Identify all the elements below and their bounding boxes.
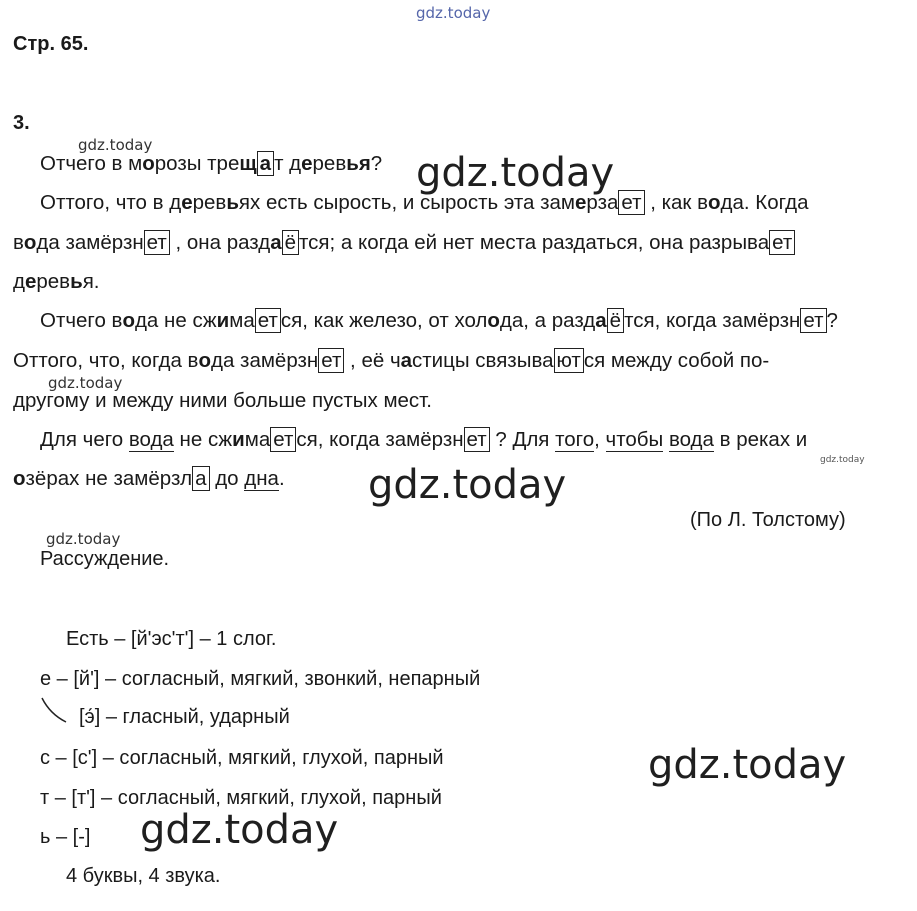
bold-letter: щ [239, 152, 257, 175]
phonetic-row: с – [с'] – согласный, мягкий, глухой, парный [40, 747, 444, 769]
text-segment: ? [370, 152, 383, 175]
text-segment: ? Для [489, 428, 556, 451]
text-line-9 [13, 469, 285, 490]
bold-letter: о [13, 467, 26, 490]
bold-letter: е [24, 270, 37, 293]
boxed-ending: ё [282, 230, 299, 255]
watermark: gdz.today [140, 807, 339, 853]
text-segment: тся, когда замёрзн [624, 309, 801, 332]
text-segment: Отчего в [40, 309, 123, 332]
text-segment: Отчего в м [40, 152, 143, 175]
bold-letter: о [122, 309, 135, 332]
text-segment: ях есть сырость, и сырость эта зам [238, 191, 575, 214]
boxed-ending: ет [769, 230, 795, 255]
boxed-ending: ет [618, 190, 644, 215]
text-segment: да, а разд [499, 309, 596, 332]
boxed-ending: ет [270, 427, 296, 452]
text-segment: , [594, 428, 606, 451]
bold-letter: о [23, 231, 37, 254]
underlined-word: вода [128, 428, 174, 451]
bold-letter: и [232, 428, 245, 451]
watermark: gdz.today [48, 374, 123, 392]
text-segment: рев [36, 270, 71, 293]
boxed-ending: а [192, 466, 209, 491]
text-line-6 [13, 351, 769, 372]
bold-letter: ья [346, 152, 371, 175]
text-segment: ся, когда замёрзн [296, 428, 464, 451]
text-segment: я. [82, 270, 100, 293]
bold-letter: о [198, 349, 211, 372]
text-segment: Оттого, что, когда в [13, 349, 199, 372]
text-line-4 [13, 272, 99, 293]
text-segment: д [13, 270, 25, 293]
bold-letter: е [575, 191, 587, 214]
watermark: gdz.today [78, 136, 153, 154]
text-segment: другому и между ними больше пустых мест. [13, 389, 432, 412]
phonetic-row: е – [й'] – согласный, мягкий, звонкий, непарный [40, 668, 481, 690]
boxed-ending: ют [554, 348, 584, 373]
watermark-top: gdz.today [416, 4, 491, 22]
bold-letter: е [301, 152, 313, 175]
text-line-1 [40, 154, 382, 175]
underlined-word: того [555, 428, 595, 451]
bold-letter: о [142, 152, 155, 175]
text-line-3 [13, 233, 795, 254]
text-segment: рев [192, 191, 227, 214]
boxed-ending: а [257, 151, 274, 176]
bold-letter: ь [70, 270, 83, 293]
text-segment: в [13, 231, 24, 254]
text-segment: не сж [173, 428, 233, 451]
underlined-word: вода [668, 428, 714, 451]
bold-letter: а [400, 349, 413, 372]
text-segment: в реках и [713, 428, 808, 451]
phonetic-row: т – [т'] – согласный, мягкий, глухой, парный [40, 787, 442, 809]
underlined-word: чтобы [605, 428, 664, 451]
text-segment: рев [312, 152, 347, 175]
text-segment: . [278, 467, 285, 490]
watermark: gdz.today [368, 462, 567, 508]
text-segment: ма [229, 309, 255, 332]
bold-letter: а [270, 231, 282, 254]
bold-letter: о [487, 309, 500, 332]
text-segment: рза [586, 191, 619, 214]
phonetic-word-line: Есть – [й'эс'т'] – 1 слог. [66, 628, 277, 650]
phonetic-summary: 4 буквы, 4 звука. [66, 865, 221, 887]
split-arc-icon [40, 696, 70, 726]
bold-letter: а [595, 309, 607, 332]
boxed-ending: ет [144, 230, 170, 255]
boxed-ending: ё [607, 308, 624, 333]
watermark: gdz.today [820, 455, 865, 465]
reasoning-label: Рассуждение. [40, 548, 170, 570]
text-line-7 [13, 391, 432, 412]
text-segment: Оттого, что в д [40, 191, 182, 214]
boxed-ending: ет [800, 308, 826, 333]
bold-letter: о [707, 191, 721, 214]
text-segment: до [209, 467, 245, 490]
phonetic-row: ь – [-] [40, 826, 91, 848]
text-segment: ся, как железо, от хол [280, 309, 488, 332]
text-segment: розы тре [154, 152, 240, 175]
text-segment: , как в [644, 191, 708, 214]
text-segment: Для чего [40, 428, 129, 451]
text-segment: , её ч [344, 349, 401, 372]
text-segment: стицы связыва [412, 349, 554, 372]
text-segment: , она разд [169, 231, 271, 254]
bold-letter: е [181, 191, 193, 214]
phonetic-row: [э́] – гласный, ударный [79, 706, 290, 728]
boxed-ending: ет [318, 348, 344, 373]
bold-letter: ь [226, 191, 239, 214]
underlined-word: дна [244, 467, 279, 490]
text-segment: т д [274, 152, 302, 175]
text-segment: да не сж [134, 309, 217, 332]
text-line-8 [40, 430, 807, 451]
text-segment: да. Когда [720, 191, 809, 214]
text-line-2 [40, 193, 809, 214]
text-segment: ся между собой по- [583, 349, 770, 372]
author-credit: (По Л. Толстому) [690, 509, 846, 531]
text-segment: да замёрзн [36, 231, 144, 254]
text-segment: зёрах не замёрзл [25, 467, 193, 490]
text-segment: ма [244, 428, 271, 451]
bold-letter: и [216, 309, 230, 332]
watermark: gdz.today [416, 150, 615, 196]
text-segment: да замёрзн [210, 349, 319, 372]
text-segment: тся; а когда ей нет места раздаться, она разрыва [299, 231, 770, 254]
watermark: gdz.today [648, 742, 847, 788]
boxed-ending: ет [464, 427, 490, 452]
text-segment: ? [826, 309, 838, 332]
page-reference: Стр. 65. [13, 33, 89, 55]
watermark: gdz.today [46, 530, 121, 548]
boxed-ending: ет [255, 308, 281, 333]
task-number: 3. [13, 112, 30, 134]
text-line-5 [40, 311, 838, 332]
